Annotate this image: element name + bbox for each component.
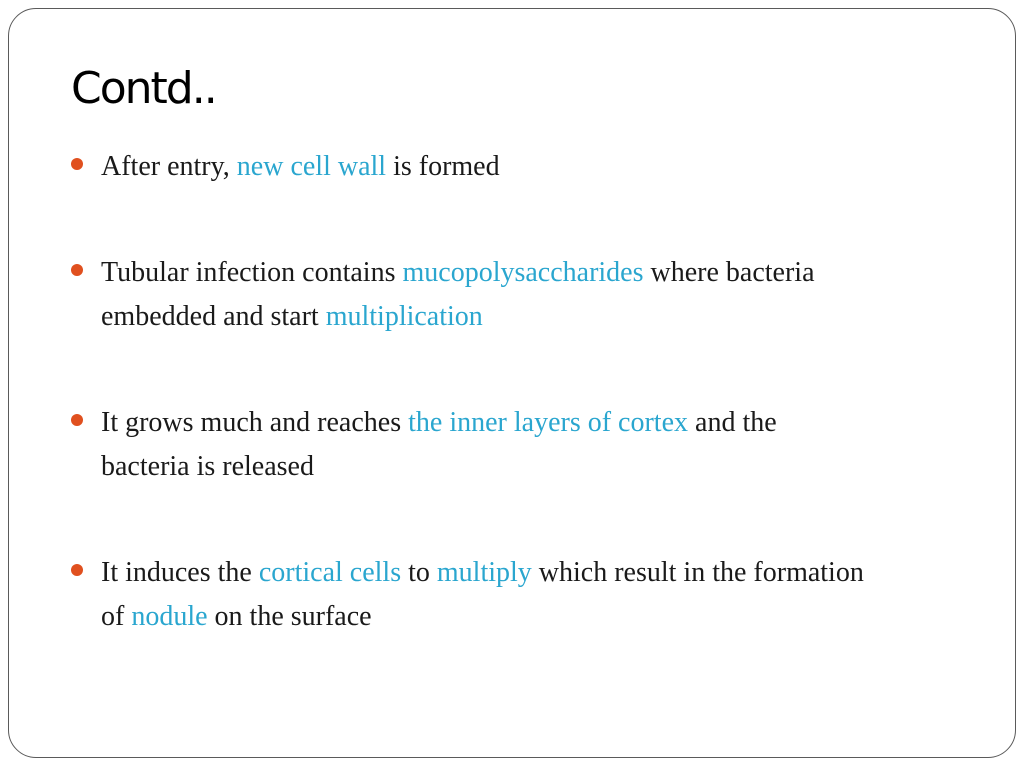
- highlighted-term: mucopolysaccharides: [402, 257, 644, 288]
- bullet-list: [69, 145, 869, 701]
- bullet-text: It grows much and reaches: [101, 407, 409, 438]
- bullet-item: [69, 251, 869, 339]
- bullet-item: [69, 551, 869, 639]
- bullet-text: which result in the formation of: [101, 557, 864, 632]
- bullet-text: After entry,: [101, 151, 237, 182]
- bullet-text: to: [401, 557, 437, 588]
- highlighted-term: multiplication: [325, 301, 483, 332]
- highlighted-term: nodule: [131, 601, 208, 632]
- bullet-dot-icon: [71, 414, 83, 426]
- bullet-item: [69, 145, 869, 189]
- bullet-text: It induces the: [101, 557, 259, 588]
- bullet-text: Tubular infection contains: [101, 257, 403, 288]
- slide: [8, 8, 1016, 758]
- bullet-text: is formed: [386, 151, 500, 182]
- bullet-item: [69, 401, 869, 489]
- bullet-text: where bacteria embedded and start: [101, 257, 815, 332]
- bullet-text: and the bacteria is released: [101, 407, 777, 482]
- bullet-text: on the surface: [207, 601, 372, 632]
- bullet-dot-icon: [71, 158, 83, 170]
- highlighted-term: multiply: [436, 557, 532, 588]
- highlighted-term: the inner layers of cortex: [408, 407, 689, 438]
- highlighted-term: new cell wall: [236, 151, 387, 182]
- highlighted-term: cortical cells: [258, 557, 402, 588]
- bullet-dot-icon: [71, 564, 83, 576]
- slide-title: Contd..: [71, 63, 216, 114]
- bullet-dot-icon: [71, 264, 83, 276]
